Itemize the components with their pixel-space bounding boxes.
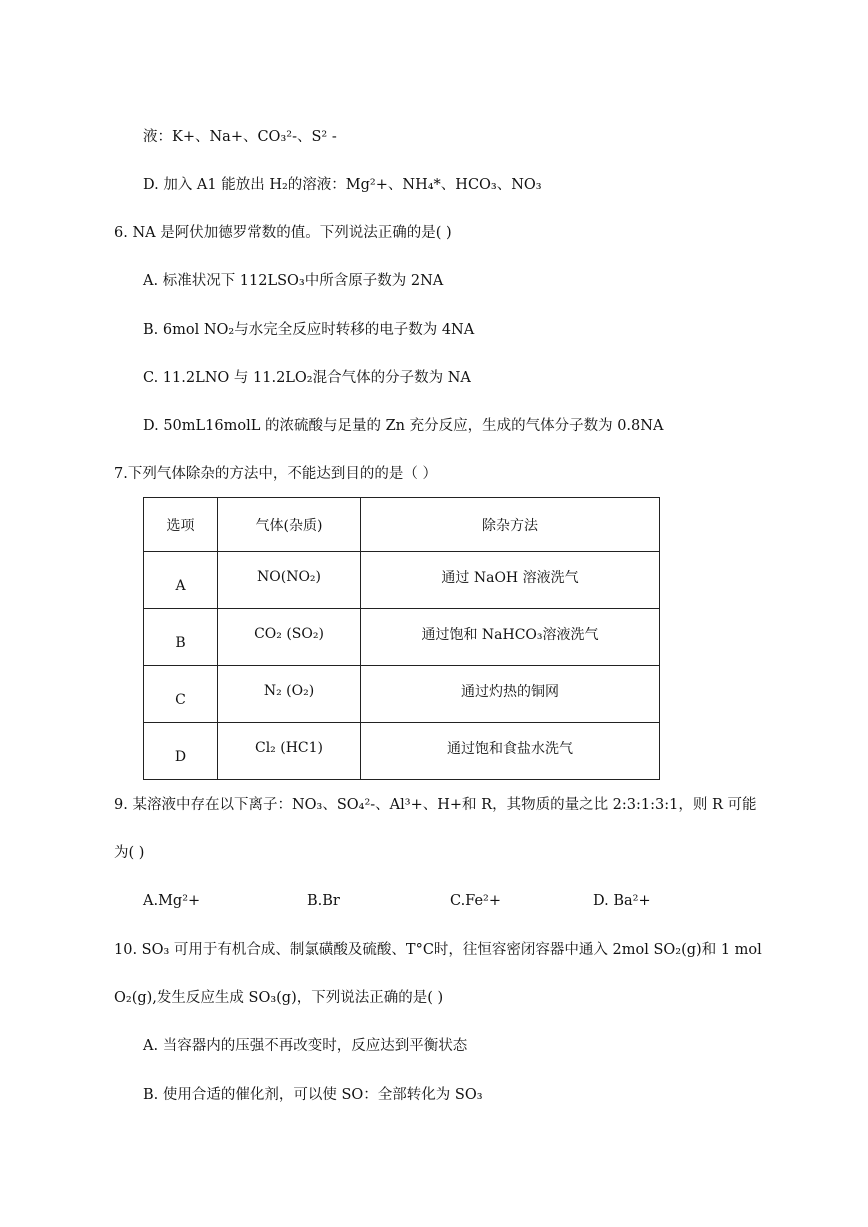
- row-gas: CO₂ (SO₂): [218, 609, 361, 666]
- question-10-stem: 10. SO₃ 可用于有机合成、制氯磺酸及硫酸、T°C时，往恒容密闭容器中通入 2mol SO₂(g)和 1 mol: [114, 942, 762, 958]
- table-row: [144, 723, 660, 780]
- header-option: 选项: [144, 498, 218, 552]
- question-6-option-d: D. 50mL16molL 的浓硫酸与足量的 Zn 充分反应，生成的气体分子数为 0.8NA: [143, 418, 664, 434]
- question-9-option-b: B.Br: [307, 893, 340, 909]
- question-6-option-a: A. 标准状况下 112LSO₃中所含原子数为 2NA: [143, 273, 444, 289]
- question-10-option-a: A. 当容器内的压强不再改变时，反应达到平衡状态: [143, 1038, 468, 1054]
- table-row: [144, 609, 660, 666]
- question-9-stem-continuation: 为( ): [114, 845, 145, 861]
- question-6-option-c: C. 11.2LNO 与 11.2LO₂混合气体的分子数为 NA: [143, 370, 471, 386]
- row-option: A: [144, 552, 218, 609]
- question-9-option-c: C.Fe²+: [450, 893, 501, 909]
- question-9-option-a: A.Mg²+: [143, 893, 201, 909]
- row-method: 通过饱和食盐水洗气: [361, 723, 660, 780]
- row-gas: Cl₂ (HC1): [218, 723, 361, 780]
- question-5-option-d: D. 加入 A1 能放出 H₂的溶液：Mg²+、NH₄*、HCO₃、NO₃: [143, 177, 542, 193]
- question-5-option-c-continuation: 液：K+、Na+、CO₃²-、S² -: [143, 129, 337, 145]
- question-9-options: [143, 891, 743, 911]
- header-gas: 气体(杂质): [218, 498, 361, 552]
- table-header-row: [144, 498, 660, 552]
- question-7-stem: 7.下列气体除杂的方法中，不能达到目的的是（ ）: [114, 466, 437, 482]
- row-option: B: [144, 609, 218, 666]
- table-row: [144, 552, 660, 609]
- question-10-stem-continuation: O₂(g),发生反应生成 SO₃(g)，下列说法正确的是( ): [114, 990, 444, 1006]
- question-9-stem: 9. 某溶液中存在以下离子：NO₃、SO₄²-、Al³+、H+和 R，其物质的量之比 2:3:1:3:1，则 R 可能: [114, 797, 757, 813]
- row-option: C: [144, 666, 218, 723]
- row-gas: NO(NO₂): [218, 552, 361, 609]
- question-9-option-d: D. Ba²+: [593, 893, 651, 909]
- row-method: 通过灼热的铜网: [361, 666, 660, 723]
- question-6-stem: 6. NA 是阿伏加德罗常数的值。下列说法正确的是( ): [114, 225, 452, 241]
- row-method: 通过 NaOH 溶液洗气: [361, 552, 660, 609]
- question-10-option-b: B. 使用合适的催化剂，可以使 SO：全部转化为 SO₃: [143, 1087, 483, 1103]
- question-6-option-b: B. 6mol NO₂与水完全反应时转移的电子数为 4NA: [143, 322, 475, 338]
- table-row: [144, 666, 660, 723]
- question-7-table: [143, 497, 660, 780]
- row-option: D: [144, 723, 218, 780]
- row-method: 通过饱和 NaHCO₃溶液洗气: [361, 609, 660, 666]
- header-method: 除杂方法: [361, 498, 660, 552]
- row-gas: N₂ (O₂): [218, 666, 361, 723]
